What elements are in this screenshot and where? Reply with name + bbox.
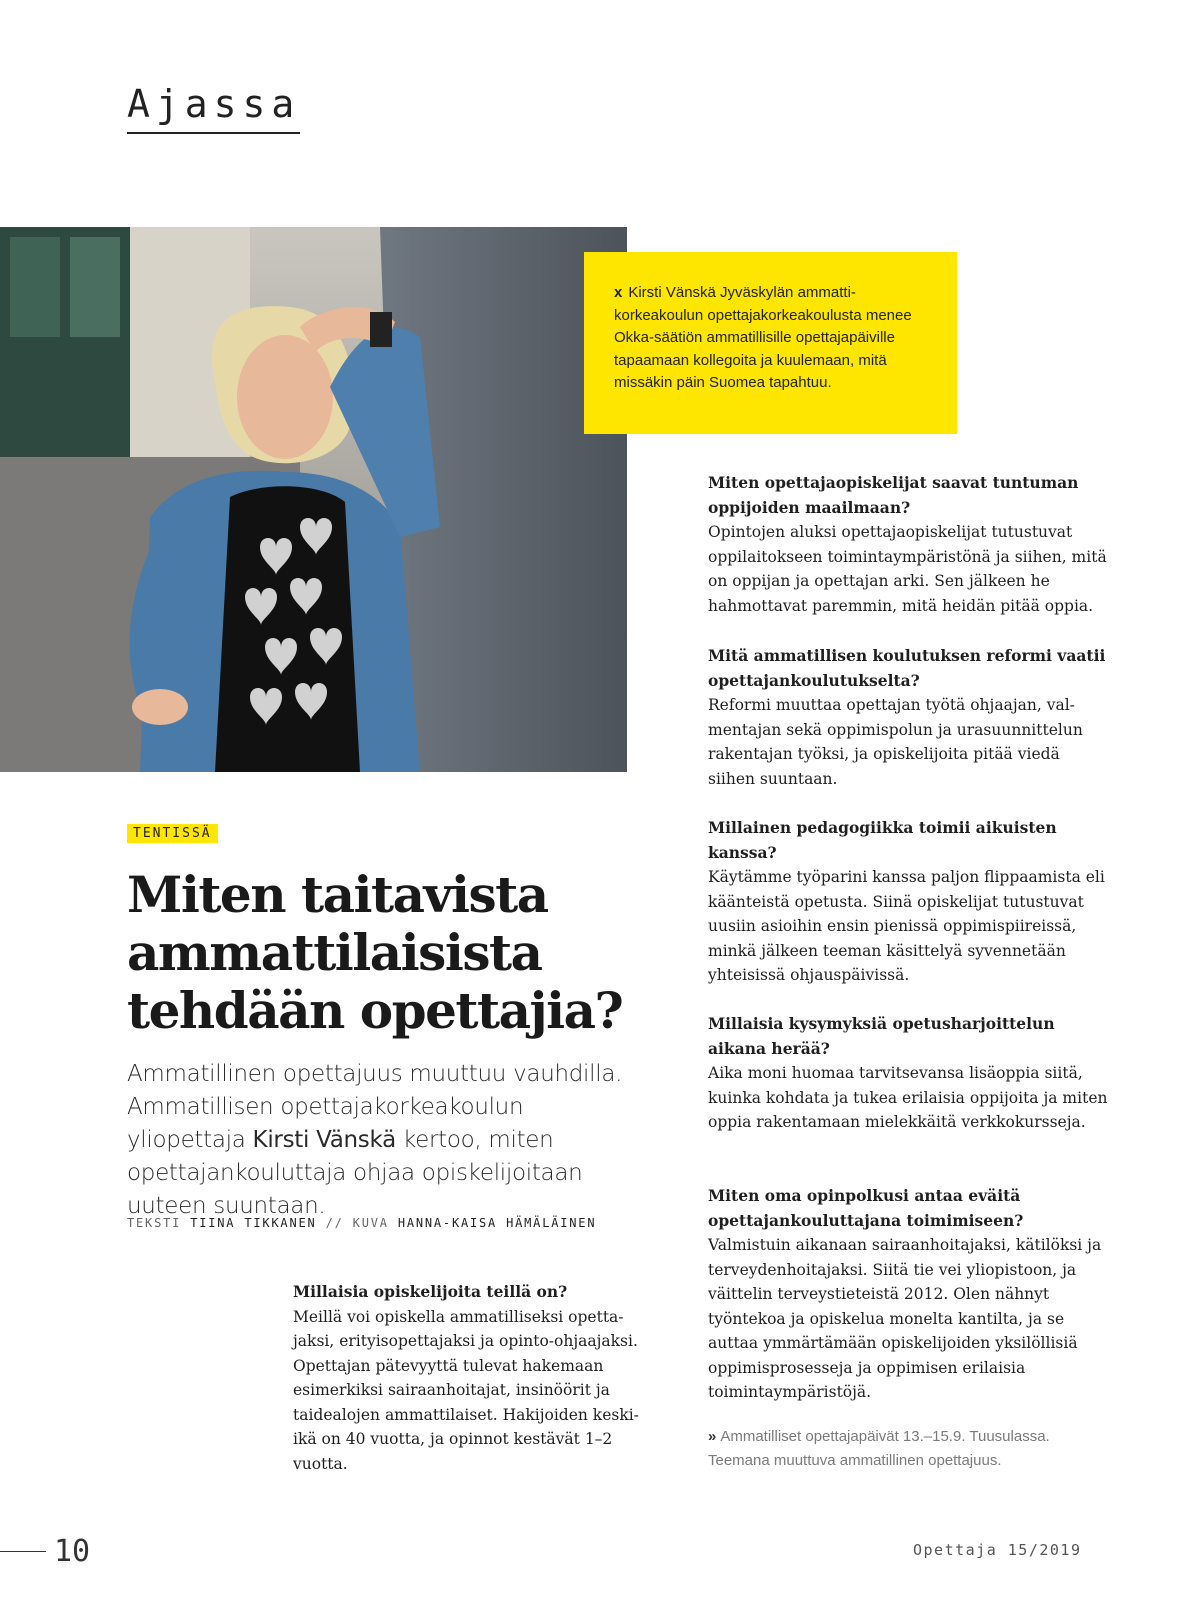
publication-footer: Opettaja 15/2019	[913, 1541, 1082, 1559]
byline-photo-label: KUVA	[352, 1216, 389, 1230]
qa-answer: Valmistuin aikanaan sairaanhoitajaksi, kätilöksi ja terveydenhoitajaksi. Siitä tie vei yliopistoon, ja väittelin terveystieteistä 2012. Olen nähnyt työntekoa ja opiskelua monelta kantilta, ja se auttaa ymmärtämään opiskelijoiden yksilöllisiä oppimisprosesseja ja oppimisen erilaisia toimintaympäristöjä.	[708, 1236, 1102, 1401]
qa-question: Miten oma opinpolkusi antaa eväitä opettajankouluttajana toimimiseen?	[708, 1186, 1024, 1230]
caption-text: Kirsti Vänskä Jyväskylän ammattikorkeakoulun opettajakorkeakoulusta menee Okka-säätiön ammatillisille opettajapäiville tapaamaan kollegoita ja kuulemaan, mitä missäkin päin Suomea tapahtuu.	[614, 284, 912, 391]
byline-photographer: HANNA-KAISA HÄMÄLÄINEN	[397, 1216, 597, 1230]
byline-text-label: TEKSTI	[127, 1216, 182, 1230]
qa-block-5	[708, 1012, 1108, 1135]
qa-block-1	[293, 1280, 658, 1476]
qa-answer: Meillä voi opiskella ammatilliseksi opettajaksi, erityisopettajaksi ja opinto-ohjaajaksi. Opettajan pätevyyttä tulevat hakemaan esimerkiksi sairaanhoitajat, insinöörit ja taidealojen ammattilaiset. Hakijoiden keski-ikä on 40 vuotta, ja opinnot kestävät 1–2 vuotta.	[293, 1307, 639, 1473]
qa-question: Millaisia opiskelijoita teillä on?	[293, 1282, 568, 1301]
qa-answer: Opintojen aluksi opettajaopiskelijat tutustuvat oppilaitokseen toimintaympäristönä ja siihen, mitä on oppijan ja opettajan arki. Sen jälkeen he hahmottavat paremmin, mitä heidän pitää oppia.	[708, 523, 1107, 615]
qa-question: Millaisia kysymyksiä opetusharjoittelun aikana herää?	[708, 1014, 1055, 1058]
portrait-photo	[0, 227, 627, 772]
lead-person-name: Kirsti Vänskä	[252, 1127, 396, 1153]
byline-separator: //	[325, 1216, 344, 1230]
portrait-illustration	[0, 227, 627, 772]
qa-answer: Käytämme työparini kanssa paljon flippaamista eli käänteistä opetusta. Siinä opiskelijat tutustuvat uusiin asioihin ensin pienissä oppimispiireissä, minkä jälkeen teeman käsittelyä syvennetään yhteisissä ohjauspäivissä.	[708, 868, 1105, 984]
note-text: Ammatilliset opettajapäivät 13.–15.9. Tuusulassa. Teemana muuttuva ammatillinen opettajuus.	[708, 1428, 1050, 1469]
photo-caption-box	[584, 252, 957, 434]
lead-text-end: kertoo, miten opettajankouluttaja ohjaa opiskelijoitaan uuteen suuntaan.	[127, 1127, 583, 1219]
qa-answer: Reformi muuttaa opettajan työtä ohjaajan, valmentajan sekä oppimispolun ja urasuunnittelun rakentajan työksi, ja opiskelijoita pitää viedä siihen suuntaan.	[708, 696, 1083, 788]
note-marker: »	[708, 1428, 717, 1445]
qa-block-4	[708, 816, 1108, 988]
event-note	[708, 1425, 1108, 1473]
page-number-rule	[0, 1551, 46, 1552]
caption-marker: x	[614, 284, 623, 301]
qa-block-6	[708, 1184, 1108, 1405]
qa-question: Miten opettajaopiskelijat saavat tuntuman oppijoiden maailmaan?	[708, 473, 1079, 517]
byline	[127, 1216, 596, 1230]
lead-text-start: Ammatillinen opettajuus muuttuu vauhdilla. Ammatillisen opettajakorkeakoulun yliopettaja	[127, 1061, 623, 1153]
page-number-value: 10	[54, 1534, 91, 1569]
qa-question: Mitä ammatillisen koulutuksen reformi vaatii opettajankoulutukselta?	[708, 646, 1106, 690]
qa-question: Millainen pedagogiikka toimii aikuisten kanssa?	[708, 818, 1057, 862]
page-number	[0, 1534, 90, 1569]
section-title: Ajassa	[127, 82, 300, 134]
qa-block-3	[708, 644, 1108, 791]
qa-block-2	[708, 471, 1108, 618]
article-lead	[127, 1058, 647, 1223]
byline-author: TIINA TIKKANEN	[190, 1216, 317, 1230]
article-tag: TENTISSÄ	[127, 824, 218, 843]
qa-answer: Aika moni huomaa tarvitsevansa lisäoppia siitä, kuinka kohdata ja tukea erilaisia oppijoita ja miten oppia rakentamaan mielekkäitä verkkokursseja.	[708, 1064, 1108, 1131]
article-headline: Miten taitavista ammattilaisista tehdään opettajia?	[127, 865, 623, 1040]
